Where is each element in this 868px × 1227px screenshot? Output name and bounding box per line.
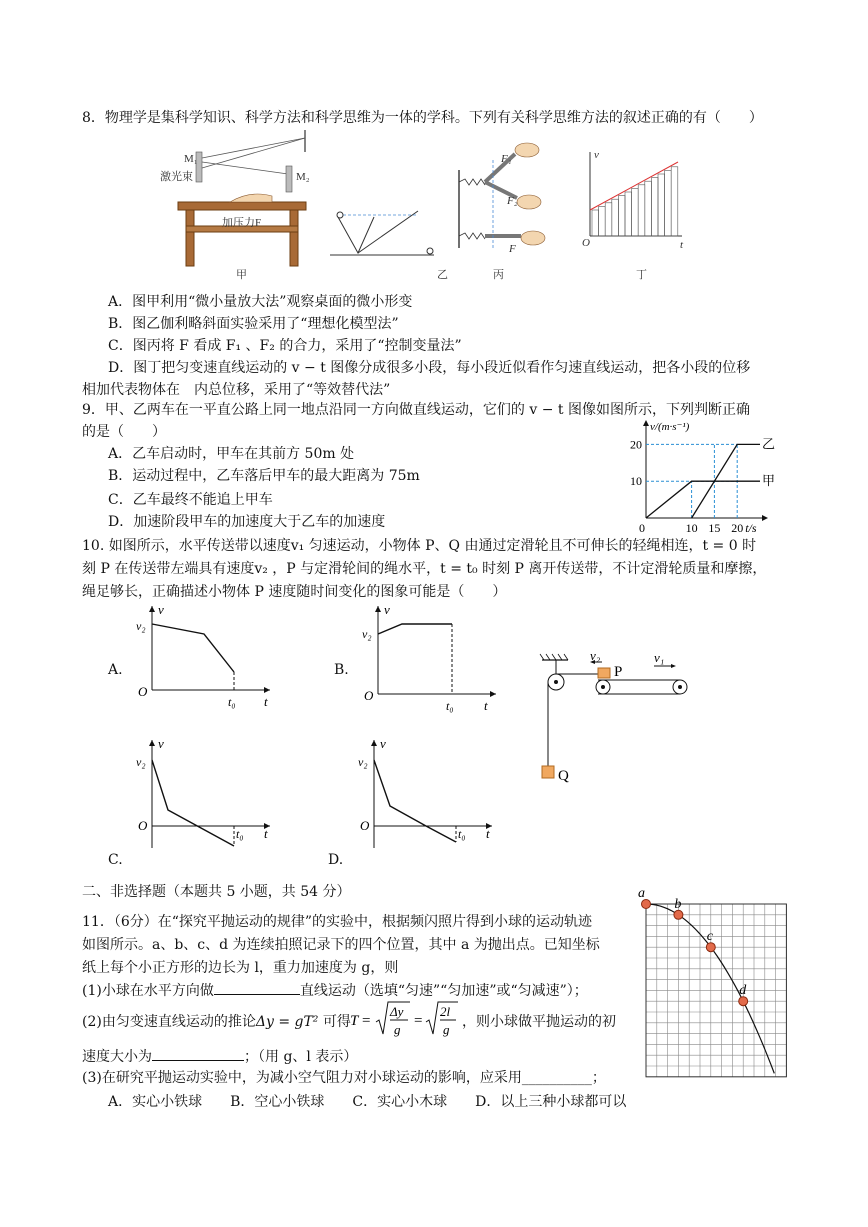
ding-strip <box>605 203 612 236</box>
q8-figure-jia <box>160 130 320 280</box>
label-yi: 乙 <box>437 269 448 281</box>
x-tick-label: 0 <box>639 521 645 535</box>
ding-strip <box>665 170 672 236</box>
q9-option-d[interactable]: D．加速阶段甲车的加速度大于乙车的加速度 <box>108 514 386 530</box>
point-label-a: a <box>638 886 645 901</box>
graph-v2: v₂ <box>136 755 146 769</box>
point-label-b: b <box>674 896 682 912</box>
setup-v2: v₂ <box>590 648 601 663</box>
ding-strip <box>632 188 639 236</box>
ding-strip <box>592 210 599 236</box>
setup-v1: v₁ <box>654 650 665 665</box>
graph-t: t <box>264 694 268 709</box>
label-t: t <box>680 239 684 251</box>
graph-o: O <box>360 818 370 833</box>
q11-part-1 <box>82 980 588 1001</box>
graph-v: v <box>158 602 164 617</box>
q10-stem-cont: 刻 P 在传送带左端具有速度v₂ ，P 与定滑轮间的绳水平，t = t₀ 时刻 P 离开传送带，不计定滑轮质量和摩擦， <box>82 561 767 577</box>
svg-text:=: = <box>414 1013 423 1029</box>
graph-t0: t₀ <box>446 699 454 713</box>
ding-strip <box>618 196 625 236</box>
ding-strip <box>638 185 645 236</box>
point-label-d: d <box>739 983 747 999</box>
graph-v: v <box>384 602 390 617</box>
svg-text:g: g <box>443 1022 450 1037</box>
q10-option-b[interactable]: B. <box>334 662 349 678</box>
q9-vt-chart <box>620 418 776 535</box>
q10-graph-a <box>130 604 280 714</box>
q9-option-b[interactable]: B．运动过程中，乙车落后甲车的最大距离为 75m <box>108 468 420 484</box>
q11-part-2-mid: 可得 <box>322 1014 351 1030</box>
q10-graph-b <box>356 604 506 714</box>
setup-p: P <box>614 664 623 680</box>
q11-part-1-post: 直线运动（选填“匀速”“匀加速”或“匀减速”）； <box>299 983 588 999</box>
q11-formula-2 <box>350 1000 460 1042</box>
x-tick-label: 15 <box>708 521 721 535</box>
q11-options[interactable]: A．实心小铁球 B．空心小铁球 C．实心小木球 D．以上三种小球都可以 <box>108 1094 627 1110</box>
graph-o: O <box>138 818 148 833</box>
label-ding: 丁 <box>636 269 647 281</box>
q11-part-2b-pre: 速度大小为 <box>82 1049 152 1065</box>
graph-t: t <box>484 698 488 713</box>
q8-figure-ding <box>580 148 690 280</box>
graph-t: t <box>264 826 268 841</box>
graph-v2: v₂ <box>358 755 368 769</box>
q11-stem-cont2: 纸上每个小正方形的边长为 l，重力加速度为 g，则 <box>82 960 399 976</box>
graph-o: O <box>138 684 148 699</box>
x-axis-arrow <box>762 515 768 521</box>
section-2-title: 二、非选择题（本题共 5 小题，共 54 分） <box>82 884 351 900</box>
q10-option-c[interactable]: C. <box>108 852 123 868</box>
q11-stem-cont: 如图所示。a、b、c、d 为连续拍照记录下的四个位置，其中 a 为抛出点。已知坐标 <box>82 937 600 953</box>
x-tick-label: 10 <box>685 521 698 535</box>
series-label-甲: 甲 <box>762 473 776 489</box>
q11-stem: 11．（6分）在“探究平抛运动的规律”的实验中，根据频闪照片得到小球的运动轨迹 <box>82 914 593 930</box>
label-laser: 激光束 <box>160 171 193 183</box>
label-press: 加压力F <box>222 217 262 229</box>
series-label-乙: 乙 <box>762 436 776 452</box>
q10-graph-c <box>130 738 280 848</box>
x-axis-label: t/s <box>745 521 757 535</box>
svg-text:=: = <box>362 1013 371 1029</box>
label-o: O <box>582 237 590 249</box>
q8-option-d-cont: 相加代表物体在 内总位移，采用了“等效替代法” <box>82 382 391 398</box>
q8-figure-yi <box>330 195 448 281</box>
q11-trajectory-grid <box>636 886 796 1082</box>
q11-blank-2[interactable] <box>152 1046 244 1061</box>
y-axis-arrow <box>643 420 649 426</box>
svg-text:Δy: Δy <box>390 1004 404 1019</box>
ding-strip <box>651 178 658 236</box>
q8-figure-bing <box>455 140 555 280</box>
label-f2: F₂ <box>507 195 518 207</box>
q10-stem: 10. 如图所示，水平传送带以速度v₁ 匀速运动，小物体 P、Q 由通过定滑轮且不可伸长的轻绳相连，t = 0 时 <box>82 538 757 554</box>
label-m1: M₁ <box>184 153 198 165</box>
svg-text:g: g <box>394 1022 401 1037</box>
label-bing: 丙 <box>493 269 504 281</box>
y-tick-label: 20 <box>630 437 642 452</box>
q10-setup-diagram <box>536 648 706 788</box>
q10-option-d[interactable]: D. <box>328 852 344 868</box>
y-axis-label: v/(m·s⁻¹) <box>650 421 690 433</box>
graph-t0: t₀ <box>236 827 244 841</box>
graph-t0: t₀ <box>458 827 466 841</box>
ding-strip <box>612 199 619 236</box>
q11-part-3: (3)在研究平抛运动实验中，为减小空气阻力对小球运动的影响，应采用__________； <box>82 1070 606 1086</box>
q8-option-a[interactable]: A．图甲利用“微小量放大法”观察桌面的微小形变 <box>108 294 413 310</box>
q11-part-1-pre: (1)小球在水平方向做 <box>82 983 214 999</box>
q11-formula-1: Δy = gT² <box>255 1014 319 1030</box>
svg-text:T: T <box>350 1013 359 1029</box>
q9-stem: 9．甲、乙两车在一平直公路上同一地点沿同一方向做直线运动，它们的 v − t 图像如图所示，下列判断正确 <box>82 402 750 418</box>
label-jia: 甲 <box>236 269 247 281</box>
label-v: v <box>594 149 599 161</box>
q11-part-2-pre: (2)由匀变速直线运动的推论 <box>82 1014 256 1030</box>
q10-stem-cont2: 绳足够长，正确描述小物体 P 速度随时间变化的图象可能是（ ） <box>82 584 507 600</box>
graph-v2: v₂ <box>136 619 146 633</box>
ding-strip <box>645 181 652 236</box>
q8-option-d[interactable]: D．图丁把匀变速直线运动的 v − t 图像分成很多小段，每小段近似看作匀速直线运动，把各小段的位移 <box>108 360 751 376</box>
q10-option-a[interactable]: A. <box>108 662 123 678</box>
q8-option-c[interactable]: C．图丙将 F 看成 F₁ 、F₂ 的合力，采用了“控制变量法” <box>108 338 462 354</box>
graph-v2: v₂ <box>362 627 372 641</box>
q11-blank-1[interactable] <box>214 980 300 995</box>
q9-option-a[interactable]: A．乙车启动时，甲车在其前方 50m 处 <box>108 446 355 462</box>
label-m2: M₂ <box>296 171 310 183</box>
graph-v: v <box>380 736 386 751</box>
q11-part-2-post: ，则小球做平抛运动的初 <box>462 1014 616 1030</box>
q8-option-b[interactable]: B．图乙伽利略斜面实验采用了“理想化模型法” <box>108 316 399 332</box>
graph-o: O <box>364 688 374 703</box>
ding-strip <box>625 192 632 236</box>
q9-stem-cont: 的是（ ） <box>82 424 166 440</box>
q11-part-2b <box>82 1046 357 1067</box>
svg-text:2l: 2l <box>440 1004 451 1019</box>
y-tick-label: 10 <box>630 474 642 489</box>
graph-t0: t₀ <box>228 695 236 709</box>
q11-part-2 <box>82 1012 351 1032</box>
q10-graph-d <box>352 738 502 848</box>
ding-strip <box>599 206 606 236</box>
ding-strip <box>671 167 678 236</box>
graph-t: t <box>486 826 490 841</box>
q9-option-c[interactable]: C．乙车最终不能追上甲车 <box>108 492 273 508</box>
ding-strip <box>658 174 665 236</box>
label-f1: F₁ <box>501 153 512 165</box>
q11-part-2b-post: ；（用 g、l 表示） <box>244 1049 358 1065</box>
setup-q: Q <box>558 768 569 784</box>
graph-v: v <box>158 736 164 751</box>
label-f: F <box>509 243 516 255</box>
x-tick-label: 20 <box>731 521 744 535</box>
q8-stem: 8．物理学是集科学知识、科学方法和科学思维为一体的学科。下列有关科学思维方法的叙述正确的有（ ） <box>82 110 763 126</box>
point-label-c: c <box>706 929 714 945</box>
